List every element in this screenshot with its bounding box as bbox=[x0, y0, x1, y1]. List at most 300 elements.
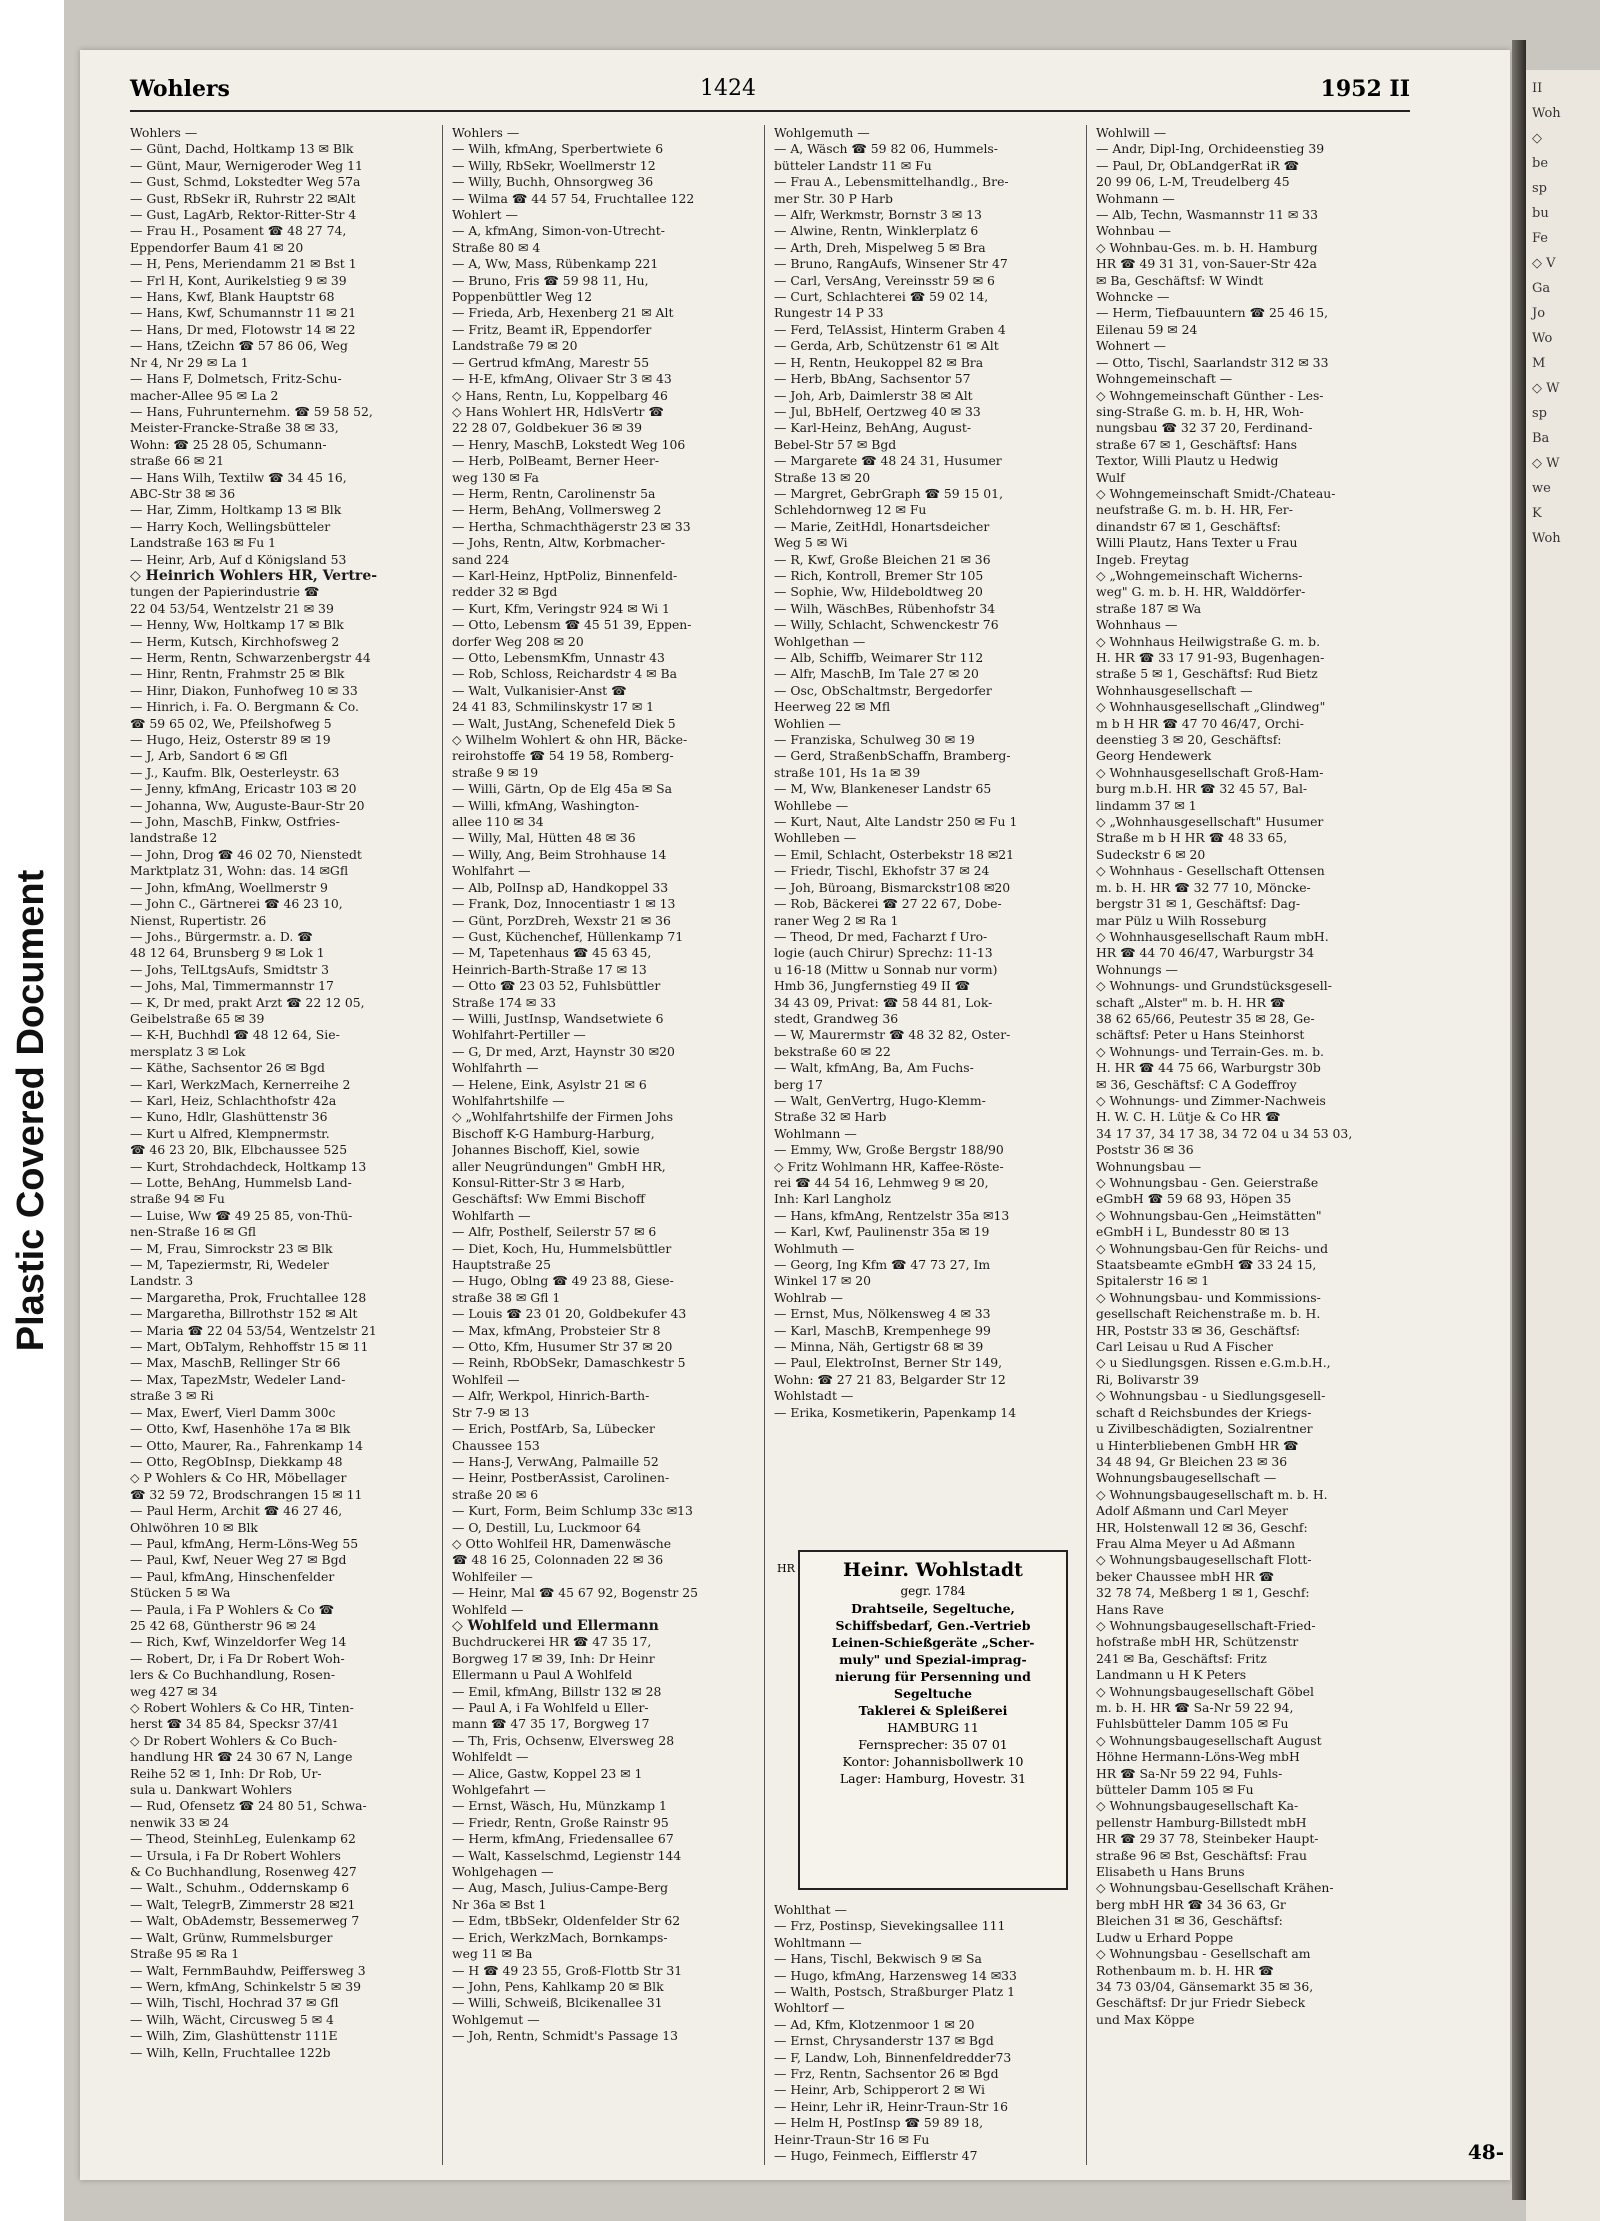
directory-entry: Landstr. 3 bbox=[130, 1273, 194, 1289]
directory-entry: — Emil, kfmAng, Billstr 132 ✉ 28 bbox=[452, 1683, 662, 1699]
directory-entry: — Walt, Vulkanisier-Anst ☎ bbox=[452, 682, 627, 698]
directory-entry: Wohlgethan — bbox=[774, 633, 866, 649]
directory-entry: Schlehdornweg 12 ✉ Fu bbox=[774, 502, 927, 518]
directory-entry: — Wilma ☎ 44 57 54, Fruchtallee 122 bbox=[452, 190, 695, 206]
directory-entry: ◇ Wohnungsbau - Gen. Geierstraße bbox=[1096, 1175, 1319, 1190]
directory-entry: ◇ Hans, Rentn, Lu, Koppelbarg 46 bbox=[452, 387, 668, 403]
directory-entry: HR ☎ Sa-Nr 59 22 94, Fuhls- bbox=[1096, 1765, 1283, 1781]
directory-entry: — Kurt, Naut, Alte Landstr 250 ✉ Fu 1 bbox=[774, 814, 1018, 830]
book-gutter bbox=[1512, 40, 1526, 2200]
directory-entry: sula u. Dankwart Wohlers bbox=[130, 1782, 293, 1798]
ad-line: muly" und Spezial-imprag- bbox=[839, 1652, 1027, 1667]
directory-entry: — Johs, TelLtgsAufs, Smidtstr 3 bbox=[130, 961, 330, 977]
directory-entry: Ri, Bolivarstr 39 bbox=[1096, 1371, 1199, 1387]
directory-entry: ◇ Wohnbau-Ges. m. b. H. Hamburg bbox=[1096, 239, 1318, 255]
directory-entry: — Walt, Grünw, Rummelsburger bbox=[130, 1929, 333, 1945]
column-1 bbox=[130, 125, 430, 2061]
next-page-stub: II bbox=[1532, 81, 1543, 96]
next-page-stub: ◇ bbox=[1532, 131, 1542, 146]
directory-entry: — Sophie, Ww, Hildeboldtweg 20 bbox=[774, 584, 983, 600]
directory-entry: straße 38 ✉ Gfl 1 bbox=[452, 1289, 561, 1305]
directory-entry: Bleichen 31 ✉ 36, Geschäftsf: bbox=[1096, 1913, 1283, 1929]
directory-entry: — Paul, Dr, ObLandgerRat iR ☎ bbox=[1096, 157, 1300, 173]
directory-entry: Willi Plautz, Hans Texter u Frau bbox=[1096, 535, 1298, 551]
directory-entry: — Wilh, Zim, Glashüttenstr 111E bbox=[130, 2028, 338, 2044]
directory-entry: Wohncke — bbox=[1096, 289, 1170, 305]
directory-entry: Spitalerstr 16 ✉ 1 bbox=[1096, 1273, 1210, 1289]
directory-entry: 22 04 53/54, Wentzelstr 21 ✉ 39 bbox=[130, 600, 334, 616]
directory-entry: — Hans, Kwf, Blank Hauptstr 68 bbox=[130, 289, 335, 305]
directory-entry: — Gertrud kfmAng, Marestr 55 bbox=[452, 354, 650, 370]
directory-entry: — Kurt, Form, Beim Schlump 33c ✉13 bbox=[452, 1503, 693, 1519]
directory-entry: — Kurt, Kfm, Veringstr 924 ✉ Wi 1 bbox=[452, 600, 670, 616]
directory-entry: Wohltmann — bbox=[774, 1934, 862, 1950]
directory-entry: redder 32 ✉ Bgd bbox=[452, 584, 558, 600]
directory-entry: — Hugo, Oblng ☎ 49 23 88, Giese- bbox=[452, 1273, 674, 1289]
directory-entry: 34 43 09, Privat: ☎ 58 44 81, Lok- bbox=[774, 994, 993, 1010]
directory-entry: Wohlers — bbox=[130, 125, 198, 140]
directory-entry: H. W. C. H. Lütje & Co HR ☎ bbox=[1096, 1109, 1281, 1125]
directory-entry: m. b. H. HR ☎ 32 77 10, Möncke- bbox=[1096, 879, 1311, 895]
directory-entry: Wohnert — bbox=[1096, 338, 1166, 354]
side-label-text: Plastic Covered Document bbox=[10, 869, 53, 1352]
directory-entry: — Walt, JustAng, Schenefeld Diek 5 bbox=[452, 715, 676, 731]
directory-entry: — Emmy, Ww, Große Bergstr 188/90 bbox=[774, 1142, 1004, 1158]
directory-entry: 38 62 65/66, Peutestr 35 ✉ 28, Ge- bbox=[1096, 1010, 1315, 1026]
directory-entry: ◇ „Wohngemeinschaft Wicherns- bbox=[1096, 567, 1303, 583]
directory-entry: — Diet, Koch, Hu, Hummelsbüttler bbox=[452, 1240, 672, 1256]
directory-entry: — G, Dr med, Arzt, Haynstr 30 ✉20 bbox=[452, 1043, 675, 1059]
directory-entry: — Gust, RbSekr iR, Ruhrstr 22 ✉Alt bbox=[130, 190, 356, 206]
directory-entry: Wohlrab — bbox=[774, 1289, 843, 1305]
directory-entry: 34 17 37, 34 17 38, 34 72 04 u 34 53 03, bbox=[1096, 1125, 1353, 1141]
directory-entry: — Frz, Rentn, Sachsentor 26 ✉ Bgd bbox=[774, 2066, 999, 2082]
directory-entry: Georg Hendewerk bbox=[1096, 748, 1212, 764]
directory-entry: — Frank, Doz, Innocentiastr 1 ✉ 13 bbox=[452, 896, 676, 912]
directory-entry: — John, Pens, Kahlkamp 20 ✉ Blk bbox=[452, 1978, 664, 1994]
directory-entry: — Kuno, Hdlr, Glashüttenstr 36 bbox=[130, 1109, 328, 1125]
directory-entry: Wohmann — bbox=[1096, 190, 1175, 206]
directory-entry: — Frau H., Posament ☎ 48 27 74, bbox=[130, 223, 347, 239]
directory-entry: ◇ Wohnungsbaugesellschaft Ka- bbox=[1096, 1798, 1299, 1814]
directory-entry: — Frieda, Arb, Hexenberg 21 ✉ Alt bbox=[452, 305, 674, 321]
corner-page-number: 48- bbox=[1467, 2140, 1504, 2164]
directory-entry: 32 78 74, Meßberg 1 ✉ 1, Geschf: bbox=[1096, 1585, 1310, 1601]
directory-entry: 24 41 83, Schmilinskystr 17 ✉ 1 bbox=[452, 699, 655, 715]
directory-entry: Inh: Karl Langholz bbox=[774, 1191, 891, 1207]
side-label bbox=[0, 0, 64, 2221]
directory-entry: — John, kfmAng, Woellmerstr 9 bbox=[130, 879, 328, 895]
directory-entry: — M, Frau, Simrockstr 23 ✉ Blk bbox=[130, 1240, 333, 1256]
directory-entry: — Hugo, Heiz, Osterstr 89 ✉ 19 bbox=[130, 732, 331, 748]
directory-entry: — Wilh, Wächt, Circusweg 5 ✉ 4 bbox=[130, 2011, 334, 2027]
directory-entry: Wohlgemuth — bbox=[774, 125, 870, 140]
directory-entry: — Ferd, TelAssist, Hinterm Graben 4 bbox=[774, 321, 1006, 337]
directory-entry: tungen der Papierindustrie ☎ bbox=[130, 584, 320, 600]
directory-entry: Wohlmuth — bbox=[774, 1240, 855, 1256]
directory-entry: — Walt., Schuhm., Oddernskamp 6 bbox=[130, 1880, 350, 1896]
directory-entry: — Herb, BbAng, Sachsentor 57 bbox=[774, 371, 971, 387]
directory-entry: — Otto, Tischl, Saarlandstr 312 ✉ 33 bbox=[1096, 354, 1329, 370]
directory-entry: Eppendorfer Baum 41 ✉ 20 bbox=[130, 239, 304, 255]
directory-entry: straße 187 ✉ Wa bbox=[1096, 600, 1202, 616]
directory-entry: straße 94 ✉ Fu bbox=[130, 1191, 225, 1207]
directory-entry: — Käthe, Sachsentor 26 ✉ Bgd bbox=[130, 1060, 325, 1076]
column-3-continued bbox=[774, 1902, 1074, 2165]
directory-entry: landstraße 12 bbox=[130, 830, 218, 846]
directory-entry: — Hugo, Feinmech, Eifflerstr 47 bbox=[774, 2148, 978, 2164]
directory-entry: — Max, TapezMstr, Wedeler Land- bbox=[130, 1371, 346, 1387]
directory-entry: — Joh, Arb, Daimlerstr 38 ✉ Alt bbox=[774, 387, 973, 403]
directory-entry: bütteler Damm 105 ✉ Fu bbox=[1096, 1782, 1254, 1798]
directory-entry: — Mart, ObTalym, Rehhoffstr 15 ✉ 11 bbox=[130, 1339, 369, 1355]
directory-entry: HR ☎ 29 37 78, Steinbeker Haupt- bbox=[1096, 1831, 1319, 1847]
directory-entry: — Th, Fris, Ochsenw, Elversweg 28 bbox=[452, 1732, 675, 1748]
directory-entry: — Walt, GenVertrg, Hugo-Klemm- bbox=[774, 1092, 986, 1108]
next-page-stub: sp bbox=[1532, 181, 1547, 196]
directory-entry: Wohltorf — bbox=[774, 2000, 845, 2016]
ad-kontor: Kontor: Johannisbollwerk 10 bbox=[842, 1754, 1024, 1769]
directory-entry: — K-H, Buchhdl ☎ 48 12 64, Sie- bbox=[130, 1027, 340, 1043]
ad-founded: gegr. 1784 bbox=[900, 1584, 966, 1598]
directory-entry: — Minna, Näh, Gertigstr 68 ✉ 39 bbox=[774, 1339, 984, 1355]
directory-entry: Straße 80 ✉ 4 bbox=[452, 239, 541, 255]
directory-entry: — Karl-Heinz, BehAng, August- bbox=[774, 420, 972, 436]
directory-entry: — Wern, kfmAng, Schinkelstr 5 ✉ 39 bbox=[130, 1978, 362, 1994]
directory-entry: Adolf Aßmann und Carl Meyer bbox=[1096, 1503, 1288, 1519]
directory-entry: Wohlfeil — bbox=[452, 1371, 520, 1387]
directory-entry: ABC-Str 38 ✉ 36 bbox=[130, 485, 236, 501]
directory-entry: Geibelstraße 65 ✉ 39 bbox=[130, 1010, 265, 1026]
directory-entry: ◇ Fritz Wohlmann HR, Kaffee-Röste- bbox=[774, 1158, 1004, 1174]
directory-entry: — Willi, Gärtn, Op de Elg 45a ✉ Sa bbox=[452, 781, 673, 797]
directory-entry: — Otto, RegObInsp, Diekkamp 48 bbox=[130, 1453, 343, 1469]
directory-entry: — Maria ☎ 22 04 53/54, Wentzelstr 21 bbox=[130, 1322, 377, 1338]
directory-entry: HR, Poststr 33 ✉ 36, Geschäftsf: bbox=[1096, 1322, 1301, 1338]
directory-entry: Landmann u H K Peters bbox=[1096, 1667, 1247, 1683]
next-page-stub: Ba bbox=[1532, 431, 1550, 446]
ad-line: Segeltuche bbox=[894, 1686, 972, 1701]
directory-entry: straße 9 ✉ 19 bbox=[452, 764, 539, 780]
directory-entry: — Alfr, Werkmstr, Bornstr 3 ✉ 13 bbox=[774, 207, 982, 223]
directory-entry: Wohlfahrt — bbox=[452, 863, 531, 879]
directory-entry: m. b. H. HR ☎ Sa-Nr 59 22 94, bbox=[1096, 1700, 1294, 1715]
directory-entry: — Paul A, i Fa Wohlfeld u Eller- bbox=[452, 1700, 649, 1715]
directory-entry: Elisabeth u Hans Bruns bbox=[1096, 1864, 1245, 1880]
directory-entry: 25 42 68, Güntherstr 96 ✉ 24 bbox=[130, 1617, 317, 1633]
directory-entry: Wohngemeinschaft — bbox=[1096, 371, 1233, 387]
directory-entry: — Wilh, Kelln, Fruchtallee 122b bbox=[130, 2044, 331, 2060]
directory-entry: — Alwine, Rentn, Winklerplatz 6 bbox=[774, 223, 979, 239]
directory-entry: nungsbau ☎ 32 37 20, Ferdinand- bbox=[1096, 420, 1313, 436]
directory-entry: Hauptstraße 25 bbox=[452, 1257, 552, 1273]
directory-entry: ◇ Wohnungsbaugesellschaft Göbel bbox=[1096, 1683, 1314, 1699]
directory-entry: — Edm, tBbSekr, Oldenfelder Str 62 bbox=[452, 1913, 681, 1929]
directory-entry: — Aug, Masch, Julius-Campe-Berg bbox=[452, 1880, 669, 1896]
directory-entry: — Marie, ZeitHdl, Honartsdeicher bbox=[774, 518, 990, 534]
directory-entry: ◇ Wohnungsbau- und Kommissions- bbox=[1096, 1289, 1321, 1305]
directory-entry: — Günt, PorzDreh, Wexstr 21 ✉ 36 bbox=[452, 912, 671, 928]
directory-entry: — Henry, MaschB, Lokstedt Weg 106 bbox=[452, 436, 686, 452]
directory-entry: — M, Tapeziermstr, Ri, Wedeler bbox=[130, 1257, 329, 1273]
directory-entry: Heerweg 22 ✉ Mfl bbox=[774, 699, 891, 715]
directory-entry: — Andr, Dipl-Ing, Orchideenstieg 39 bbox=[1096, 141, 1325, 157]
directory-entry: — Willi, JustInsp, Wandsetwiete 6 bbox=[452, 1010, 664, 1026]
directory-entry: Ohlwöhren 10 ✉ Blk bbox=[130, 1519, 258, 1535]
directory-entry: sand 224 bbox=[452, 551, 510, 567]
directory-entry: — Erich, PostfArb, Sa, Lübecker bbox=[452, 1421, 655, 1437]
directory-entry: — Hans Wilh, Textilw ☎ 34 45 16, bbox=[130, 469, 347, 485]
directory-entry: — Willy, Buchh, Ohnsorgweg 36 bbox=[452, 174, 654, 190]
directory-entry: — Hinrich, i. Fa. O. Bergmann & Co. bbox=[130, 699, 359, 715]
directory-entry: — Louis ☎ 23 01 20, Goldbekufer 43 bbox=[452, 1306, 687, 1322]
directory-entry: — Heinr, Arb, Auf d Königsland 53 bbox=[130, 551, 347, 567]
column-divider bbox=[764, 125, 765, 2165]
directory-entry: aller Neugründungen" GmbH HR, bbox=[452, 1158, 666, 1174]
directory-entry: ◇ Wohnungsbaugesellschaft August bbox=[1096, 1732, 1322, 1748]
directory-entry: Wohnungs — bbox=[1096, 961, 1178, 977]
directory-entry: Reihe 52 ✉ 1, Inh: Dr Rob, Ur- bbox=[130, 1765, 322, 1781]
directory-entry: Geschäftsf: Ww Emmi Bischoff bbox=[452, 1191, 645, 1207]
directory-entry: — Walt, ObAdemstr, Bessemerweg 7 bbox=[130, 1913, 360, 1929]
directory-entry: raner Weg 2 ✉ Ra 1 bbox=[774, 912, 899, 928]
directory-entry: ◇ Hans Wohlert HR, HdlsVertr ☎ bbox=[452, 403, 664, 419]
directory-entry: mer Str. 30 P Harb bbox=[774, 190, 893, 206]
header-left: Wohlers bbox=[130, 76, 230, 102]
directory-entry: — K, Dr med, prakt Arzt ☎ 22 12 05, bbox=[130, 994, 365, 1010]
directory-entry: 34 73 03/04, Gänsemarkt 35 ✉ 36, bbox=[1096, 1978, 1314, 1994]
directory-entry: Wohlgehagen — bbox=[452, 1864, 554, 1880]
ad-line: Leinen-Schießgeräte „Scher- bbox=[831, 1635, 1035, 1650]
directory-entry: Heinr-Traun-Str 16 ✉ Fu bbox=[774, 2131, 930, 2147]
directory-entry: Wohnhausgesellschaft — bbox=[1096, 682, 1253, 698]
directory-entry: HR, Holstenwall 12 ✉ 36, Geschf: bbox=[1096, 1519, 1308, 1535]
directory-entry: — Willi, Schweiß, Blcikenallee 31 bbox=[452, 1995, 663, 2011]
directory-entry: Wohlfahrt-Pertiller — bbox=[452, 1027, 586, 1043]
directory-entry: — Rich, Kwf, Winzeldorfer Weg 14 bbox=[130, 1634, 347, 1650]
directory-entry: — Frz, Postinsp, Sievekingsallee 111 bbox=[774, 1918, 1006, 1934]
directory-entry: — Herm, Kutsch, Kirchhofsweg 2 bbox=[130, 633, 340, 649]
directory-entry: hofstraße mbH HR, Schützenstr bbox=[1096, 1634, 1299, 1650]
next-page-stub: Fe bbox=[1532, 231, 1549, 246]
column-3 bbox=[774, 125, 1074, 1421]
directory-entry: — Gust, LagArb, Rektor-Ritter-Str 4 bbox=[130, 207, 357, 223]
next-page-edge bbox=[1526, 70, 1600, 2221]
directory-entry: — Karl, MaschB, Krempenhege 99 bbox=[774, 1322, 991, 1338]
directory-entry: — Alb, Schiffb, Weimarer Str 112 bbox=[774, 650, 984, 665]
directory-entry: — Gust, Küchenchef, Hüllenkamp 71 bbox=[452, 928, 684, 944]
directory-entry: — H ☎ 49 23 55, Groß-Flottb Str 31 bbox=[452, 1962, 683, 1978]
directory-entry: Straße 95 ✉ Ra 1 bbox=[130, 1946, 240, 1962]
directory-entry: — Hans, Tischl, Bekwisch 9 ✉ Sa bbox=[774, 1951, 982, 1967]
directory-entry: — Karl, WerkzMach, Kernerreihe 2 bbox=[130, 1076, 351, 1092]
directory-entry: Stücken 5 ✉ Wa bbox=[130, 1585, 231, 1601]
directory-entry: — Hans F, Dolmetsch, Fritz-Schu- bbox=[130, 371, 342, 387]
directory-entry: ◇ Wilhelm Wohlert & ohn HR, Bäcke- bbox=[452, 732, 688, 748]
directory-entry: — Friedr, Tischl, Ekhofstr 37 ✉ 24 bbox=[774, 863, 990, 879]
advertisement-box bbox=[798, 1550, 1068, 1890]
directory-entry: — Willy, Mal, Hütten 48 ✉ 36 bbox=[452, 830, 636, 846]
directory-entry: u Hinterbliebenen GmbH HR ☎ bbox=[1096, 1437, 1299, 1453]
ad-title: Heinr. Wohlstadt bbox=[843, 1559, 1023, 1581]
next-page-stub: Ga bbox=[1532, 281, 1551, 296]
directory-entry: ◇ Wohngemeinschaft Günther - Les- bbox=[1096, 387, 1324, 403]
directory-entry: Ludw u Erhard Poppe bbox=[1096, 1929, 1234, 1945]
next-page-stub: ◇ W bbox=[1532, 381, 1560, 396]
directory-entry: — Kurt, Strohdachdeck, Holtkamp 13 bbox=[130, 1158, 367, 1174]
directory-entry: — Reinh, RbObSekr, Damaschkestr 5 bbox=[452, 1355, 686, 1371]
directory-entry: — Walt, TelegrB, Zimmerstr 28 ✉21 bbox=[130, 1896, 356, 1912]
directory-entry: — Fritz, Beamt iR, Eppendorfer bbox=[452, 321, 652, 337]
directory-entry: — Johs, Mal, Timmermannstr 17 bbox=[130, 978, 334, 994]
directory-entry: straße 101, Hs 1a ✉ 39 bbox=[774, 764, 921, 780]
directory-entry: — Karl-Heinz, HptPoliz, Binnenfeld- bbox=[452, 567, 678, 583]
directory-entry: — Herm, kfmAng, Friedensallee 67 bbox=[452, 1831, 674, 1847]
directory-entry: — Herm, BehAng, Vollmersweg 2 bbox=[452, 502, 662, 518]
next-page-stub: M bbox=[1532, 356, 1546, 371]
directory-entry: 48 12 64, Brunsberg 9 ✉ Lok 1 bbox=[130, 945, 325, 961]
directory-entry: — Heinr, Arb, Schipperort 2 ✉ Wi bbox=[774, 2082, 985, 2098]
directory-entry: Wohlgemut — bbox=[452, 2011, 540, 2027]
directory-entry: Straße 32 ✉ Harb bbox=[774, 1109, 887, 1125]
next-page-stub: K bbox=[1532, 506, 1542, 521]
directory-entry: ◇ Wohlfeld und Ellermann bbox=[452, 1617, 659, 1634]
directory-entry: — Walt, FernmBauhdw, Peiffersweg 3 bbox=[130, 1962, 366, 1978]
directory-entry: — Erika, Kosmetikerin, Papenkamp 14 bbox=[774, 1404, 1017, 1420]
ad-line2: Taklerei & Spleißerei bbox=[858, 1703, 1008, 1718]
directory-entry: — Kurt u Alfred, Klempnermstr. bbox=[130, 1125, 330, 1141]
directory-entry: logie (auch Chirur) Sprechz: 11-13 bbox=[774, 945, 993, 961]
directory-entry: — Karl, Heiz, Schlachthofstr 42a bbox=[130, 1092, 337, 1108]
directory-entry: neufstraße G. m. b. H. HR, Fer- bbox=[1096, 502, 1293, 518]
directory-entry: — Paul Herm, Archit ☎ 46 27 46, bbox=[130, 1503, 343, 1519]
directory-entry: ◇ Wohnungsbaugesellschaft-Fried- bbox=[1096, 1617, 1316, 1633]
directory-entry: ◇ P Wohlers & Co HR, Möbellager bbox=[130, 1470, 347, 1486]
directory-entry: ◇ Wohnungsbau-Gesellschaft Krähen- bbox=[1096, 1880, 1334, 1896]
directory-entry: — Walt, Kasselschmd, Legienstr 144 bbox=[452, 1847, 682, 1863]
directory-entry: m b H HR ☎ 47 70 46/47, Orchi- bbox=[1096, 715, 1304, 731]
directory-entry: — Wilh, kfmAng, Sperbertwiete 6 bbox=[452, 141, 664, 157]
ad-line: Schiffsbedarf, Gen.-Vertrieb bbox=[835, 1618, 1031, 1633]
directory-entry: — Lotte, BehAng, Hummelsb Land- bbox=[130, 1175, 352, 1190]
directory-entry: — Johanna, Ww, Auguste-Baur-Str 20 bbox=[130, 797, 365, 813]
directory-entry: 22 28 07, Goldbekuer 36 ✉ 39 bbox=[452, 420, 643, 436]
directory-entry: — Max, kfmAng, Probsteier Str 8 bbox=[452, 1322, 661, 1338]
directory-entry: — Hertha, Schmachthägerstr 23 ✉ 33 bbox=[452, 518, 691, 534]
directory-entry: Carl Leisau u Rud A Fischer bbox=[1096, 1339, 1273, 1355]
directory-entry: — Carl, VersAng, Vereinsstr 59 ✉ 6 bbox=[774, 272, 995, 288]
next-page-stub: ◇ V bbox=[1532, 256, 1556, 271]
directory-entry: Chaussee 153 bbox=[452, 1437, 540, 1453]
directory-entry: straße 20 ✉ 6 bbox=[452, 1486, 539, 1502]
directory-entry: berg mbH HR ☎ 34 36 63, Gr bbox=[1096, 1896, 1286, 1912]
directory-entry: — Emil, Schlacht, Osterbekstr 18 ✉21 bbox=[774, 846, 1015, 862]
directory-entry: Ingeb. Freytag bbox=[1096, 551, 1190, 567]
directory-entry: Sudeckstr 6 ✉ 20 bbox=[1096, 846, 1206, 862]
directory-entry: und Max Köppe bbox=[1096, 2011, 1195, 2027]
directory-entry: Poppenbüttler Weg 12 bbox=[452, 289, 593, 305]
directory-entry: — Theod, Dr med, Facharzt f Uro- bbox=[774, 928, 988, 944]
directory-entry: Rungestr 14 P 33 bbox=[774, 305, 884, 321]
directory-entry: bergstr 31 ✉ 1, Geschäftsf: Dag- bbox=[1096, 896, 1301, 912]
directory-entry: — Paul, ElektroInst, Berner Str 149, bbox=[774, 1355, 1003, 1371]
directory-entry: lers & Co Buchhandlung, Rosen- bbox=[130, 1667, 336, 1683]
directory-entry: straße 96 ✉ Bst, Geschäftsf: Frau bbox=[1096, 1847, 1307, 1863]
directory-entry: Wohnhaus — bbox=[1096, 617, 1178, 633]
directory-entry: — Paul, kfmAng, Herm-Löns-Weg 55 bbox=[130, 1535, 359, 1551]
directory-entry: ◇ u Siedlungsgen. Rissen e.G.m.b.H., bbox=[1096, 1355, 1331, 1371]
directory-entry: — Heinr, PostberAssist, Carolinen- bbox=[452, 1470, 670, 1486]
directory-entry: Wohlfahrtshilfe — bbox=[452, 1092, 565, 1108]
directory-entry: — Hinr, Rentn, Frahmstr 25 ✉ Blk bbox=[130, 666, 345, 682]
directory-entry: — A, Ww, Mass, Rübenkamp 221 bbox=[452, 256, 659, 272]
directory-entry: — Margarete ☎ 48 24 31, Husumer bbox=[774, 453, 1002, 469]
directory-entry: — Harry Koch, Wellingsbütteler bbox=[130, 518, 331, 534]
directory-entry: Str 7-9 ✉ 13 bbox=[452, 1404, 530, 1420]
directory-entry: — Max, Ewerf, Vierl Damm 300c bbox=[130, 1404, 336, 1420]
directory-entry: Poststr 36 ✉ 36 bbox=[1096, 1142, 1194, 1158]
directory-entry: — Herb, PolBeamt, Berner Heer- bbox=[452, 453, 660, 469]
directory-entry: ◇ Wohnungs- und Zimmer-Nachweis bbox=[1096, 1092, 1326, 1108]
directory-entry: ◇ „Wohnhausgesellschaft" Husumer bbox=[1096, 814, 1324, 830]
directory-entry: Weg 5 ✉ Wi bbox=[774, 535, 848, 551]
directory-entry: 20 99 06, L-M, Treudelberg 45 bbox=[1096, 174, 1290, 190]
directory-entry: — Har, Zimm, Holtkamp 13 ✉ Blk bbox=[130, 502, 342, 518]
directory-entry: — R, Kwf, Große Bleichen 21 ✉ 36 bbox=[774, 551, 991, 567]
directory-entry: burg m.b.H. HR ☎ 32 45 57, Bal- bbox=[1096, 781, 1308, 797]
directory-entry: — Alfr, Posthelf, Seilerstr 57 ✉ 6 bbox=[452, 1224, 657, 1240]
directory-entry: — Ernst, Mus, Nölkensweg 4 ✉ 33 bbox=[774, 1306, 991, 1322]
directory-entry: — Herm, Rentn, Schwarzenbergstr 44 bbox=[130, 650, 371, 665]
directory-entry: Johannes Bischoff, Kiel, sowie bbox=[452, 1142, 640, 1158]
directory-entry: ◇ Wohnungsbau - Gesellschaft am bbox=[1096, 1946, 1311, 1962]
directory-entry: dinandstr 67 ✉ 1, Geschäftsf: bbox=[1096, 518, 1281, 534]
next-page-stub: bu bbox=[1532, 206, 1549, 221]
directory-entry: ◇ Otto Wohlfeil HR, Damenwäsche bbox=[452, 1535, 672, 1551]
directory-entry: allee 110 ✉ 34 bbox=[452, 814, 544, 830]
directory-entry: — Wilh, WäschBes, Rübenhofstr 34 bbox=[774, 600, 996, 616]
directory-entry: ◇ „Wohlfahrtshilfe der Firmen Johs bbox=[452, 1109, 674, 1125]
directory-entry: — Theod, SteinhLeg, Eulenkamp 62 bbox=[130, 1831, 356, 1847]
directory-entry: — Henny, Ww, Holtkamp 17 ✉ Blk bbox=[130, 617, 344, 633]
next-page-stub: be bbox=[1532, 156, 1549, 171]
directory-entry: mar Pülz u Wilh Rosseburg bbox=[1096, 912, 1267, 928]
directory-entry: — Otto, Maurer, Ra., Fahrenkamp 14 bbox=[130, 1437, 363, 1453]
directory-entry: weg 130 ✉ Fa bbox=[452, 469, 539, 485]
directory-entry: — Otto, Kfm, Husumer Str 37 ✉ 20 bbox=[452, 1339, 673, 1355]
directory-entry: Fuhlsbütteler Damm 105 ✉ Fu bbox=[1096, 1716, 1289, 1732]
directory-entry: — F, Landw, Loh, Binnenfeldredder73 bbox=[774, 2049, 1012, 2065]
directory-entry: — M, Ww, Blankeneser Landstr 65 bbox=[774, 781, 992, 797]
directory-entry: Textor, Willi Plautz u Hedwig bbox=[1096, 453, 1279, 469]
directory-entry: — Johs, Rentn, Altw, Korbmacher- bbox=[452, 535, 666, 551]
directory-entry: — Helene, Eink, Asylstr 21 ✉ 6 bbox=[452, 1076, 647, 1092]
directory-entry: — Ernst, Wäsch, Hu, Münzkamp 1 bbox=[452, 1798, 667, 1814]
directory-entry: — Günt, Maur, Wernigeroder Weg 11 bbox=[130, 157, 363, 173]
directory-entry: 241 ✉ Ba, Geschäftsf: Fritz bbox=[1096, 1650, 1267, 1666]
directory-entry: schäftsf: Peter u Hans Steinhorst bbox=[1096, 1027, 1305, 1043]
directory-entry: Eilenau 59 ✉ 24 bbox=[1096, 321, 1198, 337]
directory-entry: — Jenny, kfmAng, Ericastr 103 ✉ 20 bbox=[130, 781, 357, 797]
next-page-stub: sp bbox=[1532, 406, 1547, 421]
directory-entry: HR ☎ 49 31 31, von-Sauer-Str 42a bbox=[1096, 256, 1317, 272]
directory-entry: — Johs., Bürgermstr. a. D. ☎ bbox=[130, 928, 313, 944]
directory-entry: — Paul, kfmAng, Hinschenfelder bbox=[130, 1568, 335, 1584]
directory-entry: Konsul-Ritter-Str 3 ✉ Harb, bbox=[452, 1175, 626, 1190]
next-page-stub: we bbox=[1532, 481, 1551, 496]
directory-entry: — Luise, Ww ☎ 49 25 85, von-Thü- bbox=[130, 1207, 353, 1223]
directory-entry: — Franziska, Schulweg 30 ✉ 19 bbox=[774, 732, 975, 748]
